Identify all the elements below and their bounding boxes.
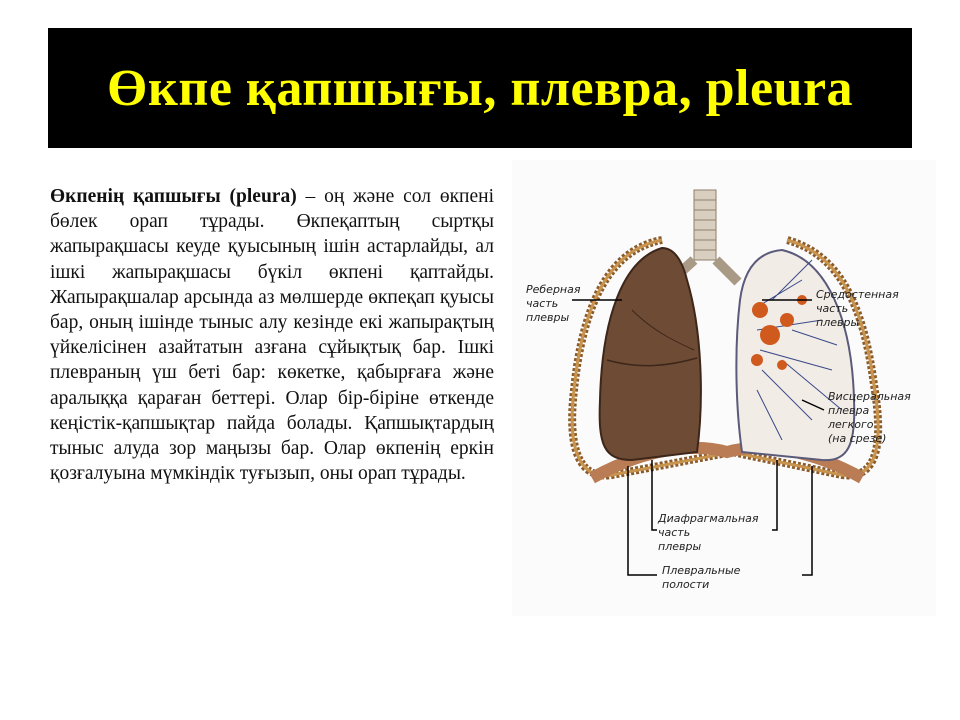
body-text: – оң және сол өкпені бөлек орап тұрады. Өкпеқаптың сыртқы жапырақшасы кеуде қуысының ішін астарлайды, ал ішкі жапырақшасы бүкіл өкпені қаптайды. Жапырақшалар арсында аз мөлшерде өкпеқап қуысы бар, оның ішінде тыныс алу кезінде екі жапырақтың үйкелісінен азайтатын азғана сұйықтық бар. Ішкі плевраның үш беті бар: көкетке, қабырғаға және аралыққа қараған беттері. Олар бір-біріне өткенде кеңістік-қапшықтар пайда болады. Қапшықтардың тыныс алуда зор маңызы бар. Олар өкпенің еркін қозғалуына мүмкіндік туғызып, оны орап тұрады. xyxy=(50,186,494,485)
body-lead-term: Өкпенің қапшығы (pleura) xyxy=(50,186,297,207)
label-visceral-pleura: Висцеральная плевра легкого (на срезе) xyxy=(828,390,911,445)
lungs-diagram xyxy=(512,160,936,616)
title-banner xyxy=(48,28,912,148)
label-mediastinal-pleura: Средостенная часть плевры xyxy=(816,288,899,329)
slide-title: Өкпе қапшығы, плевра, pleura xyxy=(106,59,854,117)
label-costal-pleura: Реберная часть плевры xyxy=(526,283,581,324)
label-pleural-cavities: Плевральные полости xyxy=(662,564,741,591)
pleura-illustration xyxy=(512,160,936,616)
body-paragraph xyxy=(50,184,494,486)
right-lung xyxy=(600,248,701,460)
label-diaphragmatic-pleura: Диафрагмальная часть плевры xyxy=(658,512,759,553)
